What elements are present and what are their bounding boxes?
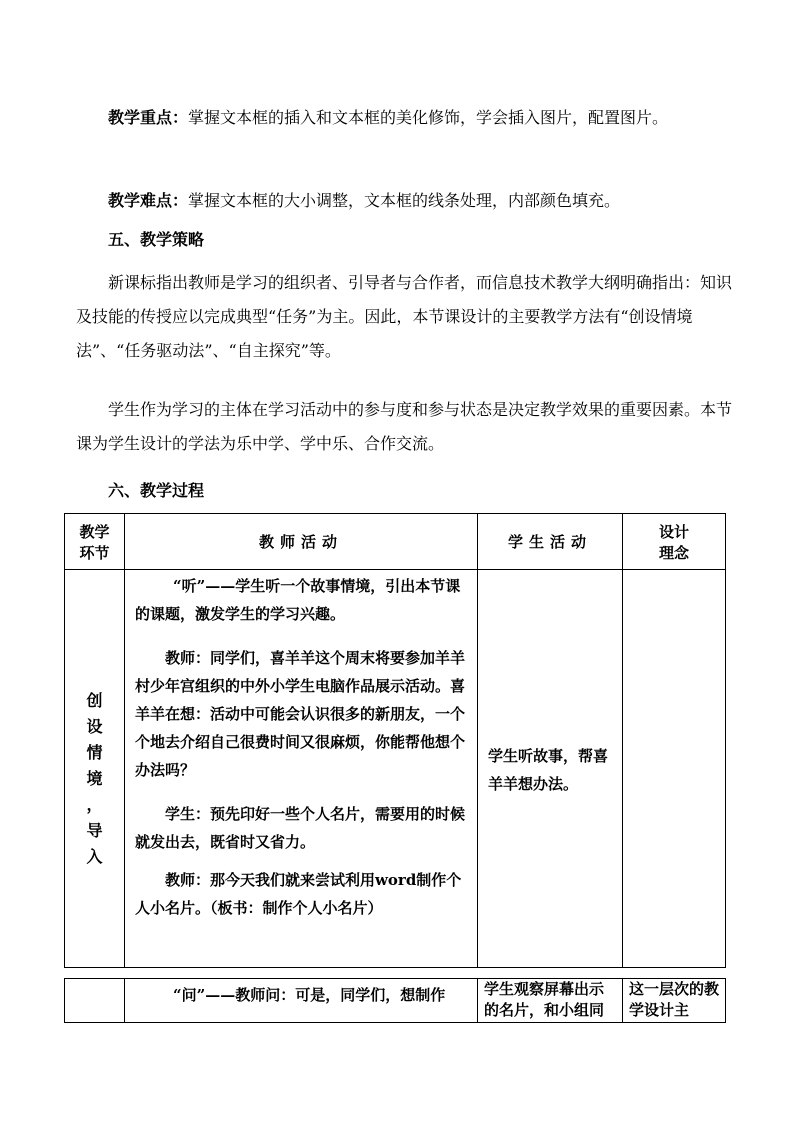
header-design-line2: 理念 [658, 543, 689, 562]
stage-char: 设 [86, 717, 103, 736]
teacher-activity-cell [125, 979, 478, 1023]
student-activity-text: 学生听故事，帮喜羊羊想办法。 [488, 747, 609, 793]
table-row [65, 979, 726, 1023]
student-activity-cell [478, 570, 623, 968]
section6-heading: 六、教学过程 [108, 481, 205, 500]
stage-char: 入 [86, 847, 103, 866]
stage-char: 创 [86, 691, 103, 710]
teaching-difficulty [76, 184, 736, 218]
teacher-para-question: “问”——教师问：可是，同学们，想制作 [173, 986, 446, 1004]
table-row [65, 570, 726, 968]
teacher-para-4: 教师：那今天我们就来尝试利用word制作个人小名片。（板书：制作个人小名片） [135, 871, 462, 917]
section5-paragraph-1: 新课标指出教师是学习的组织者、引导者与合作者，而信息技术教学大纲明确指出：知识及技能的传授应以完成典型“任务”为主。因此，本节课设计的主要教学方法有“创设情境法”、“任务驱动法”、“自主探究”等。 [76, 273, 733, 360]
student-activity-cell [478, 979, 623, 1023]
stage-cell-empty [65, 979, 125, 1023]
teaching-focus [76, 101, 736, 135]
header-stage-line2: 环节 [79, 543, 110, 562]
teaching-difficulty-text: 掌握文本框的大小调整，文本框的线条处理，内部颜色填充。 [188, 191, 621, 210]
header-student-activity: 学生活动 [478, 514, 623, 570]
design-cell [623, 570, 726, 968]
teacher-para-1: “听”——学生听一个故事情境，引出本节课的课题，激发学生的学习兴趣。 [135, 577, 461, 623]
process-table [64, 513, 726, 968]
stage-char: ， [86, 795, 103, 814]
teaching-difficulty-label: 教学难点： [108, 191, 189, 210]
design-cell [623, 979, 726, 1023]
stage-char: 情 [86, 743, 103, 762]
stage-char: 导 [86, 821, 103, 840]
table-header-row [65, 514, 726, 570]
stage-char: 境 [86, 769, 103, 788]
header-teacher-activity: 教师活动 [125, 514, 478, 570]
teacher-activity-cell [125, 570, 478, 968]
header-stage [65, 514, 125, 570]
teacher-para-3: 学生：预先印好一些个人名片，需要用的时候就发出去，既省时又省力。 [135, 805, 466, 851]
teaching-focus-text: 掌握文本框的插入和文本框的美化修饰，学会插入图片，配置图片。 [188, 108, 669, 127]
section5-heading: 五、教学策略 [108, 230, 205, 249]
section5-paragraph-2: 学生作为学习的主体在学习活动中的参与度和参与状态是决定教学效果的重要因素。本节课为学生设计的学法为乐中学、学中乐、合作交流。 [76, 400, 733, 453]
header-design-line1: 设计 [658, 522, 689, 541]
teaching-focus-label: 教学重点： [108, 108, 189, 127]
header-design [623, 514, 726, 570]
stage-cell-intro [65, 570, 125, 968]
teacher-para-2: 教师：同学们，喜羊羊这个周末将要参加羊羊村少年宫组织的中外小学生电脑作品展示活动。喜羊羊在想：活动中可能会认识很多的新朋友，一个个地去介绍自己很费时间又很麻烦，你能帮他想个办法吗？ [135, 649, 466, 779]
design-text: 这一层次的教学设计主 [629, 980, 720, 1019]
process-table-continued [64, 978, 726, 1023]
student-activity-text: 学生观察屏幕出示的名片，和小组同 [484, 980, 605, 1019]
header-stage-line1: 教学 [79, 522, 110, 541]
